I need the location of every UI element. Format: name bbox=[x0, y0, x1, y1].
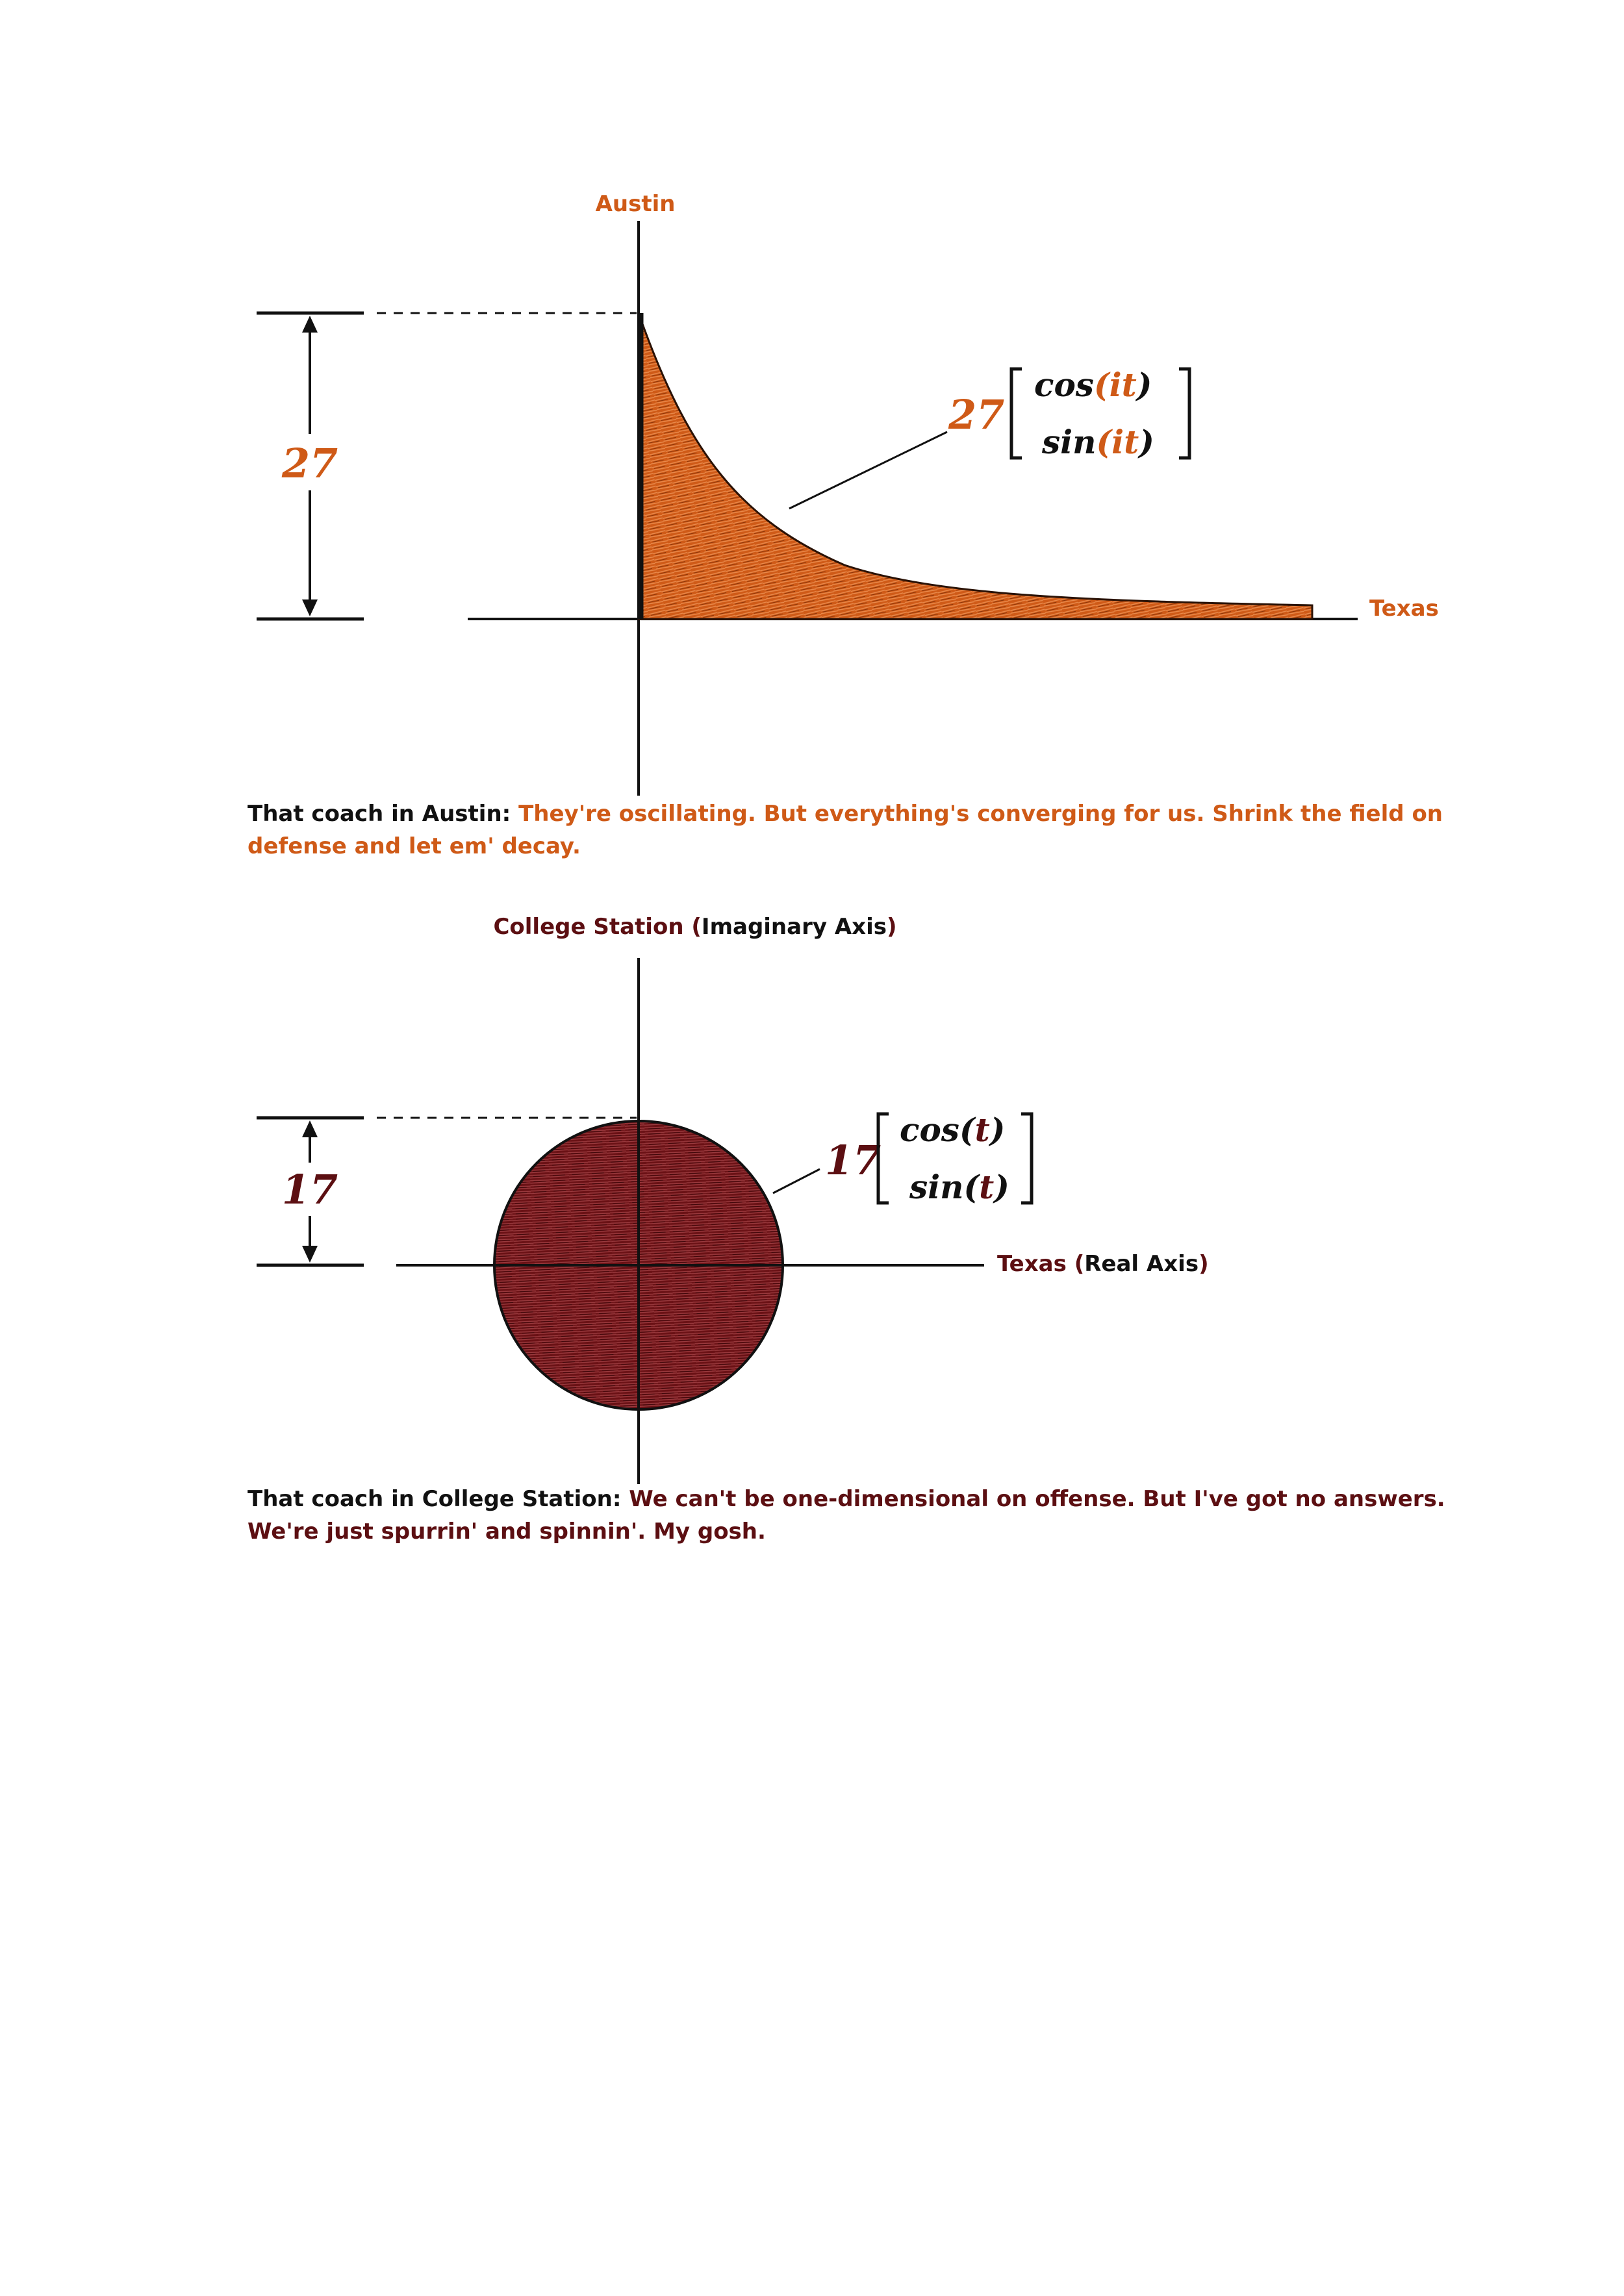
circle-diagram bbox=[257, 914, 1209, 1484]
formula-top-row: cos(it) bbox=[1034, 366, 1152, 404]
right-bracket-2 bbox=[1021, 1114, 1032, 1203]
dim2-arrowhead-up bbox=[302, 1120, 318, 1137]
right-bracket bbox=[1179, 369, 1189, 458]
dim2-arrowhead-down bbox=[302, 1246, 318, 1263]
formula2-coefficient: 17 bbox=[825, 1137, 882, 1184]
austin-caption-speaker: That coach in Austin: bbox=[247, 801, 519, 827]
college-station-caption bbox=[247, 1483, 1521, 1548]
dimension-value-27: 27 bbox=[281, 440, 338, 487]
formula2-top-row: cos(t) bbox=[900, 1111, 1006, 1149]
formula2-leader-line bbox=[773, 1169, 820, 1193]
austin-caption-quote: They're oscillating. But everything's converging for us. Shrink the field on defense and let em' decay. bbox=[247, 801, 1443, 859]
decay-diagram bbox=[257, 191, 1439, 796]
formula-leader-line bbox=[789, 432, 947, 509]
formula-coefficient: 27 bbox=[948, 391, 1005, 438]
dim-arrowhead-down bbox=[302, 599, 318, 616]
real-axis-label: Texas (Real Axis) bbox=[997, 1251, 1209, 1277]
college-station-caption-quote: We can't be one-dimensional on offense. But I've got no answers. We're just spurrin' and spinnin'. My gosh. bbox=[247, 1486, 1445, 1545]
austin-axis-label: Austin bbox=[595, 191, 676, 217]
texas-axis-label: Texas bbox=[1369, 596, 1439, 622]
formula2-bottom-row: sin(t) bbox=[909, 1168, 1009, 1206]
austin-caption bbox=[247, 798, 1521, 863]
dimension-value-17: 17 bbox=[281, 1166, 338, 1213]
dim-arrowhead-up bbox=[302, 316, 318, 333]
college-station-axis-label: College Station (Imaginary Axis) bbox=[493, 914, 897, 940]
left-bracket-2 bbox=[878, 1114, 889, 1203]
decay-area bbox=[639, 313, 1312, 619]
left-bracket bbox=[1011, 369, 1022, 458]
formula-bottom-row: sin(it) bbox=[1042, 423, 1154, 461]
college-station-caption-speaker: That coach in College Station: bbox=[247, 1486, 629, 1512]
